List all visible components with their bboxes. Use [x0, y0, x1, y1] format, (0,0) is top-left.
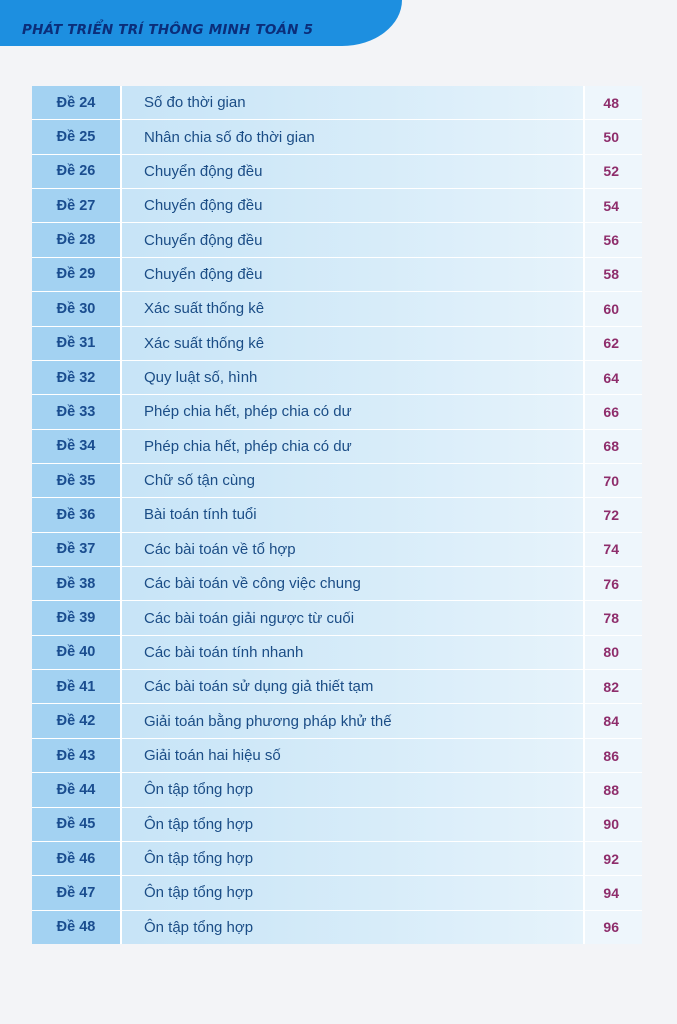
page-number-cell	[585, 395, 642, 428]
toc-row	[32, 189, 642, 223]
exercise-number-cell	[32, 395, 120, 428]
exercise-title: Ôn tập tổng hợp	[144, 850, 254, 868]
exercise-number: Đề 29	[56, 266, 96, 283]
exercise-number: Đề 32	[56, 369, 96, 386]
page-number-cell	[585, 464, 642, 497]
page-number-cell	[585, 223, 642, 256]
page-number-cell	[585, 533, 642, 566]
page-number-cell	[585, 636, 642, 669]
page-number-cell	[585, 498, 642, 531]
exercise-title-cell	[122, 601, 583, 634]
toc-row	[32, 430, 642, 464]
exercise-number: Đề 43	[56, 747, 96, 764]
page-number-cell	[585, 704, 642, 737]
exercise-title-cell	[122, 258, 583, 291]
exercise-number-cell	[32, 464, 120, 497]
exercise-title-cell	[122, 567, 583, 600]
page-number: 86	[603, 747, 619, 764]
exercise-number: Đề 48	[56, 919, 96, 936]
exercise-number: Đề 24	[56, 94, 96, 111]
page-number: 64	[603, 369, 619, 386]
exercise-title-cell	[122, 292, 583, 325]
exercise-number: Đề 26	[56, 163, 96, 180]
toc-row	[32, 911, 642, 944]
exercise-title-cell	[122, 533, 583, 566]
exercise-number-cell	[32, 258, 120, 291]
exercise-title-cell	[122, 636, 583, 669]
exercise-title-cell	[122, 361, 583, 394]
exercise-title: Xác suất thống kê	[144, 334, 265, 352]
page-number: 56	[603, 232, 619, 249]
exercise-title-cell	[122, 876, 583, 909]
exercise-number-cell	[32, 636, 120, 669]
exercise-title: Ôn tập tổng hợp	[144, 815, 254, 833]
exercise-title: Chuyển động đều	[144, 162, 263, 180]
exercise-number-cell	[32, 155, 120, 188]
exercise-title: Số đo thời gian	[144, 94, 246, 112]
exercise-title: Chuyển động đều	[144, 231, 263, 249]
exercise-title-cell	[122, 120, 583, 153]
exercise-number-cell	[32, 361, 120, 394]
exercise-title-cell	[122, 773, 583, 806]
page-number: 78	[603, 610, 619, 627]
exercise-title: Chuyển động đều	[144, 265, 263, 283]
page-number: 54	[603, 197, 619, 214]
exercise-title: Các bài toán về công việc chung	[144, 575, 361, 593]
exercise-number-cell	[32, 704, 120, 737]
exercise-number: Đề 33	[56, 403, 96, 420]
exercise-number: Đề 38	[56, 575, 96, 592]
page-number: 92	[603, 850, 619, 867]
page-number: 62	[603, 335, 619, 352]
exercise-number: Đề 46	[56, 850, 96, 867]
toc-row	[32, 327, 642, 361]
toc-row	[32, 567, 642, 601]
exercise-title-cell	[122, 704, 583, 737]
page-number-cell	[585, 258, 642, 291]
exercise-title-cell	[122, 498, 583, 531]
page-number: 90	[603, 816, 619, 833]
exercise-number-cell	[32, 430, 120, 463]
exercise-title: Quy luật số, hình	[144, 369, 258, 387]
exercise-number-cell	[32, 842, 120, 875]
exercise-title-cell	[122, 327, 583, 360]
toc-row	[32, 120, 642, 154]
exercise-number: Đề 44	[56, 781, 96, 798]
exercise-number: Đề 42	[56, 713, 96, 730]
toc-row	[32, 739, 642, 773]
page-number-cell	[585, 120, 642, 153]
exercise-title-cell	[122, 670, 583, 703]
exercise-title: Các bài toán tính nhanh	[144, 643, 304, 661]
exercise-title: Bài toán tính tuổi	[144, 506, 257, 524]
exercise-number: Đề 34	[56, 438, 96, 455]
exercise-number-cell	[32, 567, 120, 600]
exercise-number: Đề 31	[56, 335, 96, 352]
exercise-number-cell	[32, 808, 120, 841]
toc-row	[32, 361, 642, 395]
exercise-number-cell	[32, 876, 120, 909]
toc-row	[32, 223, 642, 257]
page-number: 84	[603, 713, 619, 730]
toc-row	[32, 808, 642, 842]
page-number-cell	[585, 876, 642, 909]
exercise-title-cell	[122, 430, 583, 463]
exercise-number: Đề 37	[56, 541, 96, 558]
exercise-number: Đề 35	[56, 472, 96, 489]
exercise-title: Giải toán hai hiệu số	[144, 747, 281, 764]
toc-row	[32, 533, 642, 567]
exercise-number: Đề 47	[56, 884, 96, 901]
page-number-cell	[585, 86, 642, 119]
toc-row	[32, 876, 642, 910]
toc-row	[32, 395, 642, 429]
exercise-title-cell	[122, 911, 583, 944]
page-number-cell	[585, 773, 642, 806]
exercise-title: Các bài toán giải ngược từ cuối	[144, 609, 355, 627]
toc-row	[32, 601, 642, 635]
exercise-title: Ôn tập tổng hợp	[144, 918, 254, 936]
exercise-number-cell	[32, 327, 120, 360]
page-number: 58	[603, 266, 619, 283]
exercise-number: Đề 40	[56, 644, 96, 661]
page-number-cell	[585, 327, 642, 360]
exercise-title: Phép chia hết, phép chia có dư	[144, 403, 352, 421]
page-number-cell	[585, 292, 642, 325]
page-number: 94	[603, 884, 619, 901]
exercise-number: Đề 28	[56, 232, 96, 249]
page-number: 80	[603, 644, 619, 661]
toc-row	[32, 86, 642, 120]
toc-row	[32, 258, 642, 292]
exercise-title-cell	[122, 395, 583, 428]
exercise-number-cell	[32, 911, 120, 944]
exercise-number-cell	[32, 773, 120, 806]
exercise-title: Các bài toán về tổ hợp	[144, 540, 296, 558]
exercise-number: Đề 36	[56, 506, 96, 523]
page-number: 74	[603, 541, 619, 558]
exercise-number: Đề 41	[56, 678, 96, 695]
toc-row	[32, 773, 642, 807]
exercise-number: Đề 39	[56, 610, 96, 627]
toc-row	[32, 842, 642, 876]
exercise-number-cell	[32, 223, 120, 256]
exercise-title: Giải toán bằng phương pháp khử thế	[144, 712, 392, 730]
page-number: 52	[603, 163, 619, 180]
exercise-number-cell	[32, 189, 120, 222]
exercise-number-cell	[32, 670, 120, 703]
page-number-cell	[585, 842, 642, 875]
exercise-title: Chuyển động đều	[144, 197, 263, 215]
page-number-cell	[585, 911, 642, 944]
exercise-number: Đề 25	[56, 129, 96, 146]
exercise-number: Đề 45	[56, 816, 96, 833]
toc-row	[32, 464, 642, 498]
page-number: 48	[603, 94, 619, 111]
exercise-number-cell	[32, 120, 120, 153]
page-number-cell	[585, 808, 642, 841]
page-number: 70	[603, 472, 619, 489]
toc-row	[32, 670, 642, 704]
exercise-number-cell	[32, 498, 120, 531]
page-number: 72	[603, 506, 619, 523]
page-number: 66	[603, 403, 619, 420]
page-number: 50	[603, 129, 619, 146]
exercise-title: Xác suất thống kê	[144, 300, 265, 318]
page-number-cell	[585, 670, 642, 703]
exercise-title: Ôn tập tổng hợp	[144, 781, 254, 799]
page-number: 82	[603, 678, 619, 695]
page-number: 96	[603, 919, 619, 936]
page-number-cell	[585, 739, 642, 772]
book-title: PHÁT TRIỂN TRÍ THÔNG MINH TOÁN 5	[22, 22, 314, 38]
exercise-title-cell	[122, 155, 583, 188]
toc-row	[32, 636, 642, 670]
page-number-cell	[585, 155, 642, 188]
exercise-title: Phép chia hết, phép chia có dư	[144, 437, 352, 455]
exercise-title-cell	[122, 739, 583, 772]
exercise-title-cell	[122, 808, 583, 841]
toc-row	[32, 155, 642, 189]
page-number: 88	[603, 781, 619, 798]
exercise-title: Các bài toán sử dụng giả thiết tạm	[144, 678, 374, 696]
toc-row	[32, 498, 642, 532]
page-number-cell	[585, 430, 642, 463]
page-number-cell	[585, 361, 642, 394]
exercise-number-cell	[32, 601, 120, 634]
page-number: 60	[603, 300, 619, 317]
page-number-cell	[585, 189, 642, 222]
exercise-number-cell	[32, 533, 120, 566]
page-number-cell	[585, 601, 642, 634]
toc-row	[32, 292, 642, 326]
exercise-title: Nhân chia số đo thời gian	[144, 128, 315, 146]
page-number: 68	[603, 438, 619, 455]
exercise-title-cell	[122, 464, 583, 497]
exercise-title-cell	[122, 86, 583, 119]
exercise-title: Ôn tập tổng hợp	[144, 884, 254, 902]
exercise-title-cell	[122, 223, 583, 256]
page-number: 76	[603, 575, 619, 592]
exercise-title-cell	[122, 189, 583, 222]
exercise-number-cell	[32, 86, 120, 119]
toc-row	[32, 704, 642, 738]
exercise-number: Đề 27	[56, 197, 96, 214]
exercise-title-cell	[122, 842, 583, 875]
exercise-number-cell	[32, 292, 120, 325]
exercise-title: Chữ số tận cùng	[144, 472, 255, 490]
page-number-cell	[585, 567, 642, 600]
table-of-contents	[32, 86, 642, 944]
exercise-number: Đề 30	[56, 300, 96, 317]
exercise-number-cell	[32, 739, 120, 772]
